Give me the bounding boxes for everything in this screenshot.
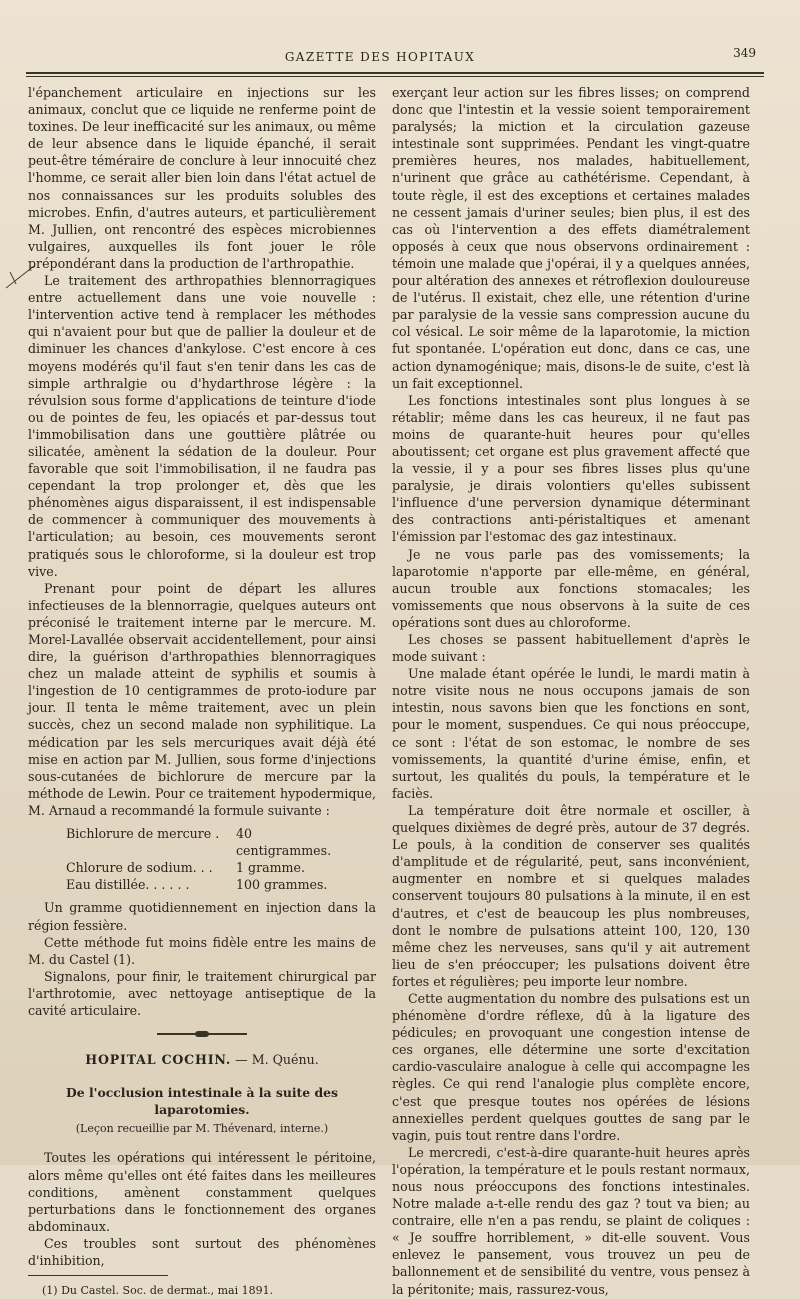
- section-heading: [28, 1051, 376, 1068]
- hospital-chief: — M. Quénu.: [235, 1052, 319, 1068]
- prescription-formula: [66, 825, 336, 893]
- paragraph: Cette augmentation du nombre des pulsations est un phénomène d'ordre réflexe, dû à la ligature des pédicules; en provoquant une congestion intense de ces organes, elle détermine une sorte d'excitation cardio-vasculaire analogue à celle qui accompagne les règles. Ce qui rend l'analogie plus complète encore, c'est que presque toutes nos opérées de lésions annexielles perdent quelques gouttes de sang par le vagin, puis tout rentre dans l'ordre.: [392, 990, 750, 1143]
- paragraph: Les fonctions intestinales sont plus longues à se rétablir; même dans les cas heureux, il ne faut pas moins de quarante-huit heures pour qu'elles aboutissent; cet organe est plus gravement affecté que la vessie, il y a pour ses fibres lisses plus qu'une paralysie, je dirais volontiers qu'elles subissent l'influence d'une perversion dynamique déterminant des contractions anti-péristaltiques et amenant l'émission par l'estomac des gaz intestinaux.: [392, 392, 750, 545]
- ingredient-quantity: 100 grammes.: [236, 877, 328, 893]
- header-rule-thick: [26, 72, 764, 74]
- paragraph: Signalons, pour finir, le traitement chirurgical par l'arthrotomie, avec nettoyage antiseptique de la cavité articulaire.: [28, 968, 376, 1018]
- paragraph: La température doit être normale et osciller, à quelques dixièmes de degré près, autour de 37 degrés. Le pouls, à la condition de conserver ses qualités d'amplitude et de régularité, peut, sans inconvénient, augmenter en nombre et si quelques malades conservent toujours 80 pulsations à la minute, il en est d'autres, et c'est de beaucoup les plus nombreuses, dont le nombre de pulsations atteint 100, 120, 130 même chez les nerveuses, sans qu'il y ait autrement lieu de s'en préoccuper; les pulsations doivent être fortes et régulières; peu importe leur nombre.: [392, 802, 750, 989]
- ingredient-name: Bichlorure de mercure .: [66, 826, 220, 842]
- formula-row: [66, 825, 336, 859]
- left-column: [28, 84, 376, 1299]
- ingredient-quantity: 40 centigrammes.: [236, 826, 332, 859]
- page-header: [0, 46, 800, 68]
- paragraph: Un gramme quotidiennement en injection dans la région fessière.: [28, 900, 376, 933]
- formula-row: [66, 876, 336, 893]
- ingredient-quantity: 1 gramme.: [236, 860, 305, 876]
- section-separator: [157, 1031, 247, 1037]
- article-title: De l'occlusion intestinale à la suite des laparotomies.: [66, 1085, 338, 1118]
- ingredient-name: Eau distillée. . . . . .: [66, 877, 190, 893]
- paragraph: l'épanchement articulaire en injections sur les animaux, conclut que ce liquide ne renferme point de toxines. De leur inefficacité sur les animaux, ou même de leur absence dans le liquide épanché, il serait peut-être téméraire de conclure à leur innocuité chez l'homme, ce serait aller bien loin dans l'état actuel de nos connaissances sur les produits solubles des microbes. Enfin, d'autres auteurs, et particulièrement M. Jullien, ont rencontré des espèces microbiennes vulgaires, auxquelles ils font jouer le rôle prépondérant dans la production de l'arthropathie.: [28, 85, 376, 271]
- paragraph: Le mercredi, c'est-à-dire quarante-huit heures après l'opération, la température et le pouls restant normaux, nous nous préoccupons des fonctions intestinales. Notre malade a-t-elle rendu des gaz ? tout va bien; au contraire, elle n'en a pas rendu, se plaint de coliques : « Je souffre horriblement, » dit-elle souvent. Vous enlevez le pansement, vous trouvez un peu de ballonnement et de sensibilité du ventre, vous pensez à la péritonite; mais, rassurez-vous,: [392, 1144, 750, 1297]
- paragraph: Les choses se passent habituellement d'après le mode suivant :: [392, 632, 750, 665]
- ingredient-name: Chlorure de sodium. . .: [66, 860, 213, 876]
- page-number: 349: [733, 46, 756, 60]
- paragraph: Le traitement des arthropathies blennorragiques entre actuellement dans une voie nouvelle : l'intervention active tend à remplacer les méthodes qui n'avaient pour but que de pallier la douleur et de diminuer les chances d'ankylose. C'est encore à ces moyens modérés qu'il faut s'en tenir dans les cas de simple arthralgie ou d'hydarthrose légère : la révulsion sous forme d'applications de teinture d'iode ou de pointes de feu, les opiacés et par-dessus tout l'immobilisation dans une gouttière plâtrée ou silicatée, amènent la sédation de la douleur. Pour favorable que soit l'immobilisation, il ne faudra pas cependant la trop prolonger et, dès que les phénomènes aigus disparaissent, il est indispensable de commencer à communiquer des mouvements à l'articulation; au besoin, ces mouvements seront pratiqués sous le chloroforme, si la douleur est trop vive.: [28, 273, 376, 579]
- header-rule-thin: [26, 76, 764, 77]
- paragraph: exerçant leur action sur les fibres lisses; on comprend donc que l'intestin et la vessie soient temporairement paralysés; la miction et la circulation gazeuse intestinale sont supprimées. Pendant les vingt-quatre premières heures, nos malades, habituellement, n'urinent que grâce au cathétérisme. Cependant, à toute règle, il est des exceptions et certaines malades ne cessent jamais d'uriner seules; bien plus, il est des cas où l'intervention a des effets diamétralement opposés à ceux que nous observons ordinairement : témoin une malade que j'opérai, il y a quelques années, pour altération des annexes et rétroflexion douloureuse de l'utérus. Il existait, chez elle, une rétention d'urine par paralysie de la vessie sans compression aucune du col vésical. Le soir même de la laparotomie, la miction fut spontanée. L'opération eut donc, dans ce cas, une action dynamogénique; mais, disons-le de suite, c'est là un fait exceptionnel.: [392, 85, 750, 391]
- formula-row: [66, 859, 336, 876]
- paragraph: Ces troubles sont surtout des phénomènes d'inhibition,: [28, 1235, 376, 1268]
- paragraph: Une malade étant opérée le lundi, le mardi matin à notre visite nous ne nous occupons jamais de son intestin, nous savons bien que les fonctions en sont, pour le moment, suspendues. Ce qui nous préoccupe, ce sont : l'état de son estomac, le nombre de ses vomissements, la quantité d'urine émise, enfin, et surtout, les qualités du pouls, la température et le faciès.: [392, 666, 750, 801]
- paragraph: Cette méthode fut moins fidèle entre les mains de M. du Castel (1).: [28, 934, 376, 967]
- footnote: (1) Du Castel. Soc. de dermat., mai 1891.: [42, 1284, 274, 1298]
- paragraph: Prenant pour point de départ les allures infectieuses de la blennorragie, quelques auteurs ont préconisé le traitement interne par le mercure. M. Morel-Lavallée observait accidentellement, pour ainsi dire, la guérison d'arthropathies blennorragiques chez un malade atteint de syphilis et soumis à l'ingestion de 10 centigrammes de proto-iodure par jour. Il tenta le même traitement, avec un plein succès, chez un second malade non syphilitique. La médication par les sels mercuriques avait déjà été mise en action par M. Jullien, sous forme d'injections sous-cutanées de bichlorure de mercure par la méthode de Lewin. Pour ce traitement hypodermique, M. Arnaud a recommandé la formule suivante :: [28, 580, 376, 818]
- hospital-name: HOPITAL COCHIN.: [85, 1052, 232, 1068]
- footnote-rule: [28, 1275, 168, 1276]
- right-column: [392, 84, 750, 1298]
- journal-title: GAZETTE DES HOPITAUX: [284, 50, 476, 64]
- article-subtitle: (Leçon recueillie par M. Thévenard, interne.): [75, 1122, 329, 1136]
- paragraph: Je ne vous parle pas des vomissements; la laparotomie n'apporte par elle-même, en général, aucun trouble aux fonctions stomacales; les vomissements que nous observons à la suite de ces opérations sont dues au chloroforme.: [392, 546, 750, 630]
- paragraph: Toutes les opérations qui intéressent le péritoine, alors même qu'elles ont été faites dans les meilleures conditions, amènent constamment quelques perturbations dans le fonctionnement des organes abdominaux.: [28, 1150, 376, 1234]
